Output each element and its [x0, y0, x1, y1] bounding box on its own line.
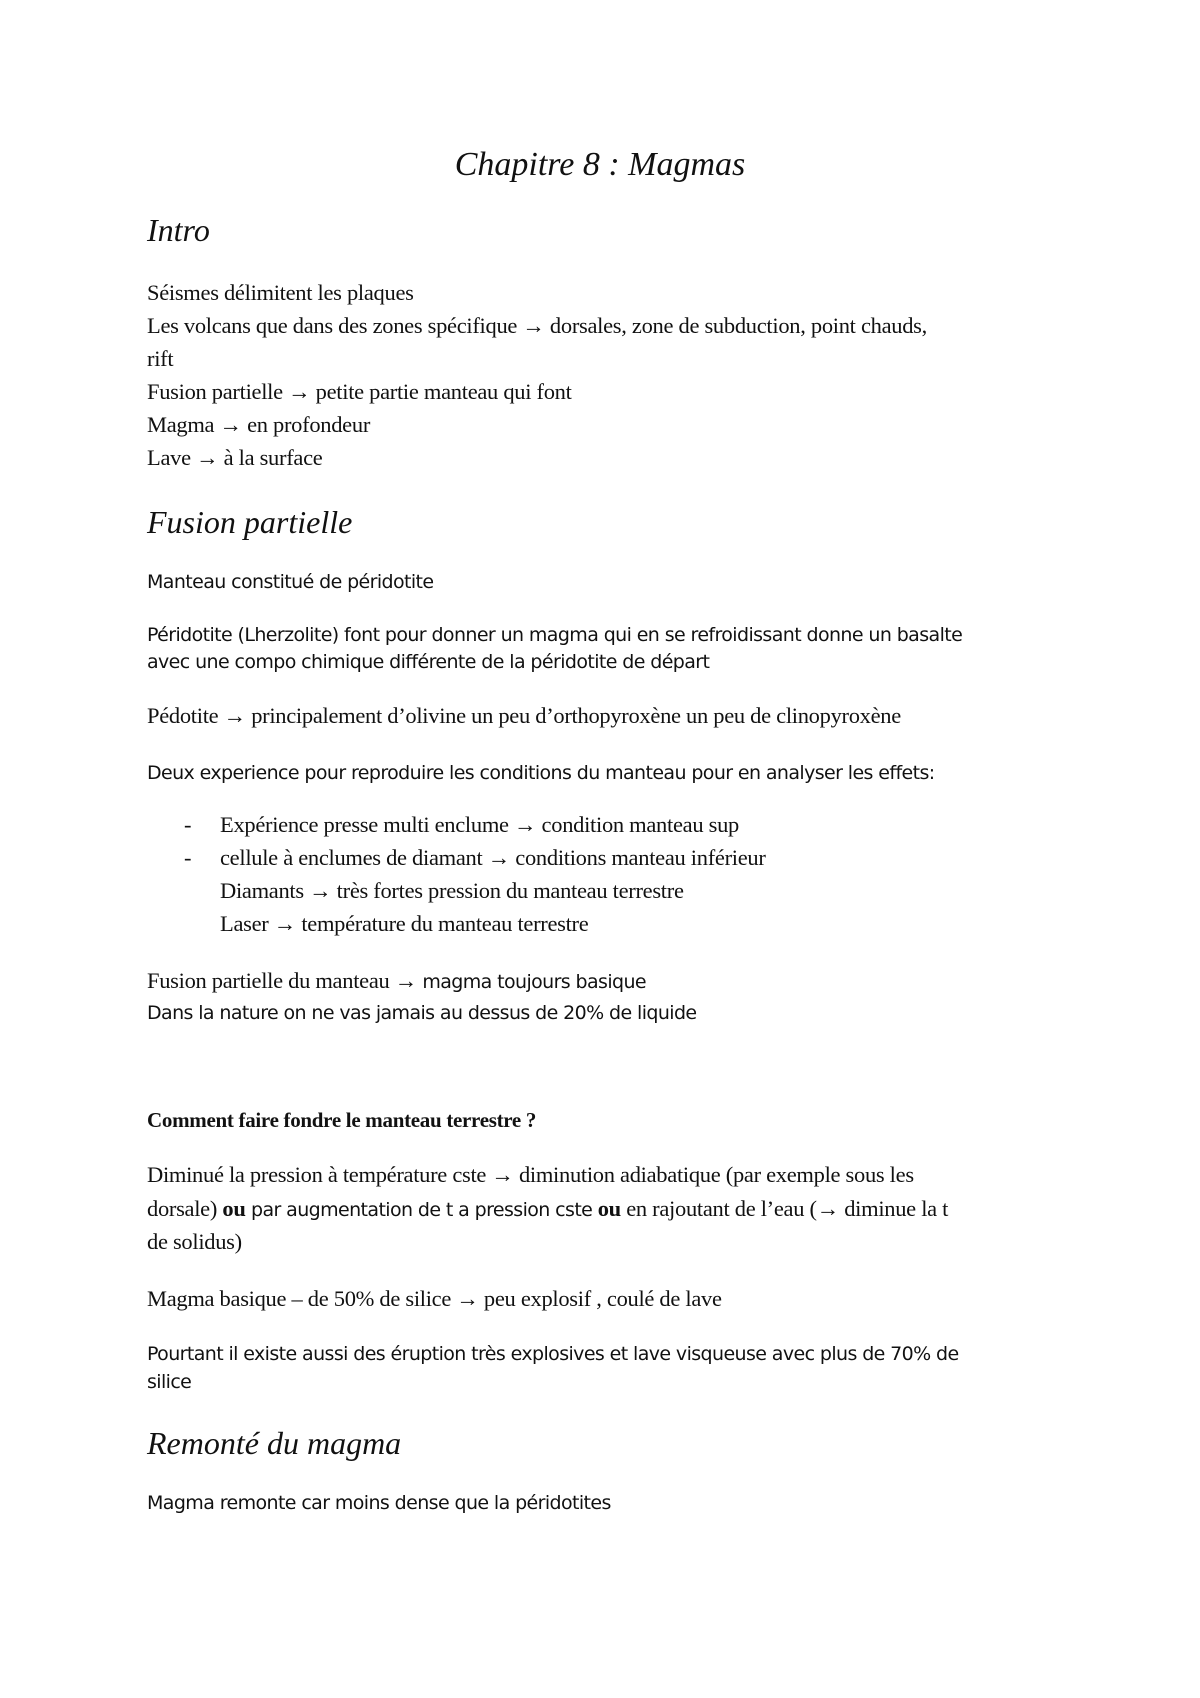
- intro-line: rift: [147, 346, 174, 371]
- intro-line: Fusion partielle → petite partie manteau qui font: [147, 379, 572, 404]
- list-dash: -: [184, 845, 192, 870]
- paragraph: Pourtant il existe aussi des éruption très explosives et lave visqueuse avec plus de 70% de: [147, 1343, 959, 1365]
- heading-remonte: Remonté du magma: [147, 1425, 402, 1461]
- text-run: dorsale): [147, 1196, 223, 1221]
- paragraph: Manteau constitué de péridotite: [147, 571, 434, 593]
- paragraph: avec une compo chimique différente de la péridotite de départ: [147, 651, 710, 673]
- intro-line: Lave → à la surface: [147, 445, 323, 470]
- paragraph: Pédotite → principalement d’olivine un peu d’orthopyroxène un peu de clinopyroxène: [147, 703, 901, 728]
- question-heading: Comment faire fondre le manteau terrestre ?: [147, 1108, 537, 1132]
- heading-intro: Intro: [147, 212, 210, 248]
- intro-line: Les volcans que dans des zones spécifique → dorsales, zone de subduction, point chauds,: [147, 313, 927, 338]
- list-item: cellule à enclumes de diamant → conditions manteau inférieur: [220, 845, 766, 870]
- paragraph: de solidus): [147, 1229, 242, 1254]
- text-run: en rajoutant de l’eau (→ diminue la t: [620, 1196, 949, 1221]
- paragraph: Diminué la pression à température cste → diminution adiabatique (par exemple sous les: [147, 1162, 914, 1187]
- text-run: magma toujours basique: [422, 971, 647, 993]
- page-title: Chapitre 8 : Magmas: [454, 146, 746, 183]
- paragraph: Magma basique – de 50% de silice → peu explosif , coulé de lave: [147, 1286, 722, 1311]
- text-run: ou: [597, 1196, 621, 1221]
- list-dash: -: [184, 812, 192, 837]
- paragraph: silice: [147, 1371, 192, 1393]
- text-run: par augmentation de t a pression cste: [245, 1199, 598, 1221]
- intro-line: Séismes délimitent les plaques: [147, 280, 414, 305]
- text-run: ou: [222, 1196, 246, 1221]
- list-subline: Laser → température du manteau terrestre: [220, 911, 589, 936]
- paragraph: [147, 1196, 948, 1222]
- intro-line: Magma → en profondeur: [147, 412, 371, 437]
- paragraph: Deux experience pour reproduire les conditions du manteau pour en analyser les effets:: [147, 762, 935, 784]
- heading-fusion-partielle: Fusion partielle: [147, 504, 353, 540]
- text-run: Fusion partielle du manteau →: [147, 968, 423, 993]
- paragraph: [147, 968, 646, 994]
- list-subline: Diamants → très fortes pression du manteau terrestre: [220, 878, 684, 903]
- list-item: Expérience presse multi enclume → condition manteau sup: [220, 812, 739, 837]
- paragraph: Dans la nature on ne vas jamais au dessus de 20% de liquide: [147, 1002, 697, 1024]
- paragraph: Péridotite (Lherzolite) font pour donner un magma qui en se refroidissant donne un basalte: [147, 624, 963, 646]
- paragraph: Magma remonte car moins dense que la péridotites: [147, 1492, 611, 1514]
